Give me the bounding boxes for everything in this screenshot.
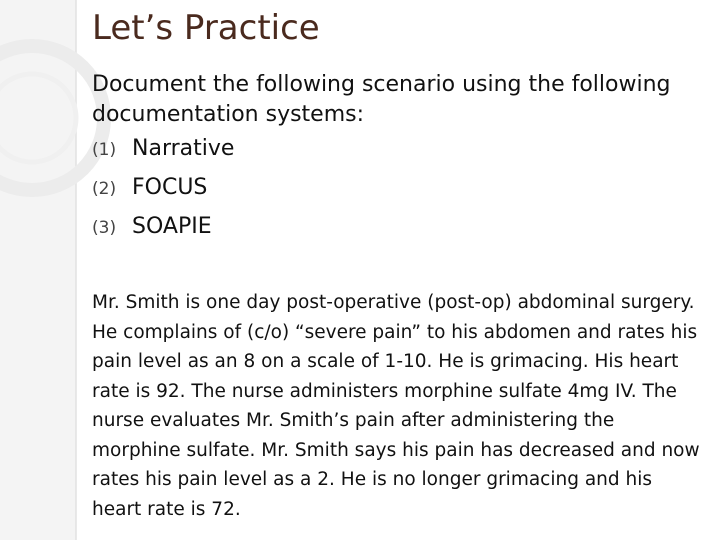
documentation-systems-list bbox=[92, 130, 704, 247]
list-label: Narrative bbox=[132, 136, 235, 161]
list-item bbox=[92, 130, 704, 169]
slide-title: Let’s Practice bbox=[92, 8, 320, 48]
list-label: FOCUS bbox=[132, 175, 208, 200]
list-number: (2) bbox=[92, 179, 117, 199]
list-item bbox=[92, 208, 704, 247]
intro-text: Document the following scenario using the following documentation systems: bbox=[92, 72, 671, 127]
list-number: (3) bbox=[92, 218, 117, 238]
list-item bbox=[92, 169, 704, 208]
slide-content bbox=[92, 70, 704, 520]
list-number: (1) bbox=[92, 140, 117, 160]
list-label: SOAPIE bbox=[132, 214, 212, 239]
scenario-paragraph: Mr. Smith is one day post-operative (post-op) abdominal surgery. He complains of (c/o) “severe pain” to his abdomen and rates his pain level as an 8 on a scale of 1-10. He is grimacing. His heart rate is 92. The nurse administers morphine sulfate 4mg IV. The nurse evaluates Mr. Smith’s pain after administering the morphine sulfate. Mr. Smith says his pain has decreased and now rates his pain level as a 2. He is no longer grimacing and his heart rate is 72. bbox=[92, 292, 700, 520]
